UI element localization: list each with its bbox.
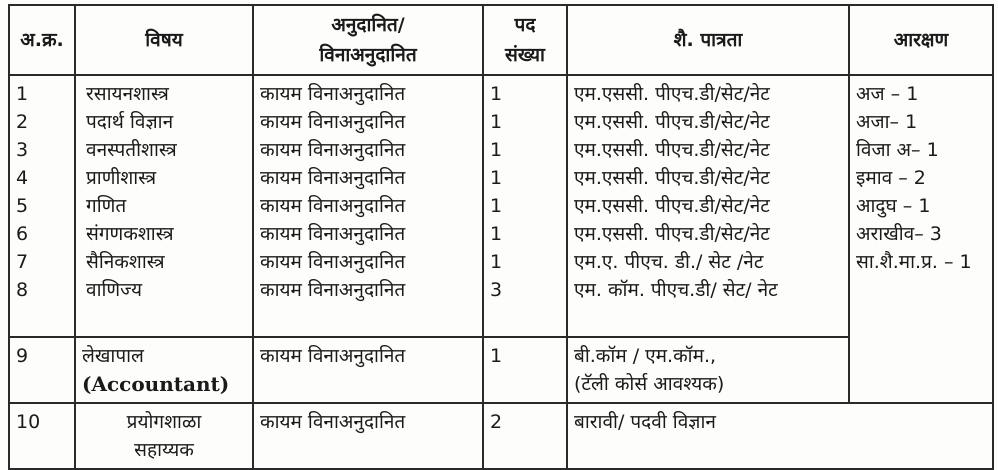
header-qualification: शै. पात्रता	[567, 5, 849, 75]
serial-number: 6	[16, 223, 29, 245]
grant-status: कायम विनाअनुदानित	[260, 139, 406, 161]
grant-status: कायम विनाअनुदानित	[260, 345, 406, 367]
subject-name: पदार्थ विज्ञान	[86, 111, 174, 133]
qualification-text: एम.एससी. पीएच.डी/सेट/नेट	[574, 195, 770, 217]
post-count: 1	[490, 111, 503, 133]
post-count: 1	[490, 223, 503, 245]
serial-number: 5	[16, 195, 29, 217]
qualification-text: एम.एससी. पीएच.डी/सेट/नेट	[574, 83, 770, 105]
posts-cell	[483, 75, 567, 337]
subject-cell	[75, 75, 253, 337]
reservation-item: अराखीव– 3	[856, 223, 942, 245]
qualification-text: एम.ए. पीएच. डी./ सेट /नेट	[574, 251, 764, 273]
qualification-text: बी.कॉम / एम.कॉम.,	[574, 345, 717, 367]
qualification-cell	[567, 403, 993, 469]
post-count: 1	[490, 167, 503, 189]
table-row	[9, 403, 993, 469]
reservation-cell	[849, 75, 993, 403]
table-row	[9, 337, 993, 403]
subject-name-english: (Accountant)	[82, 372, 230, 396]
grant-cell	[253, 337, 483, 403]
grant-status: कायम विनाअनुदानित	[260, 195, 406, 217]
serial-number: 10	[16, 411, 41, 433]
reservation-item: विजा अ– 1	[856, 139, 939, 161]
grant-status: कायम विनाअनुदानित	[260, 167, 406, 189]
serial-cell	[9, 75, 75, 337]
grant-status: कायम विनाअनुदानित	[260, 223, 406, 245]
serial-number: 4	[16, 167, 29, 189]
grant-cell	[253, 403, 483, 469]
subject-name: वाणिज्य	[86, 279, 143, 301]
recruitment-table	[8, 4, 994, 470]
grant-status: कायम विनाअनुदानित	[260, 279, 406, 301]
reservation-item: सा.शै.मा.प्र. – 1	[856, 251, 972, 273]
post-count: 1	[490, 345, 503, 367]
grant-status: कायम विनाअनुदानित	[260, 411, 406, 433]
serial-number: 2	[16, 111, 29, 133]
qualification-text: एम.एससी. पीएच.डी/सेट/नेट	[574, 111, 770, 133]
post-count: 1	[490, 139, 503, 161]
subject-name: संगणकशास्त्र	[86, 223, 174, 245]
grant-cell	[253, 75, 483, 337]
qualification-text: (टॅली कोर्स आवश्यक)	[574, 373, 725, 395]
post-count: 1	[490, 251, 503, 273]
subject-name: रसायनशास्त्र	[86, 83, 169, 105]
subject-name: गणित	[86, 195, 127, 217]
post-count: 1	[490, 195, 503, 217]
table-row	[9, 75, 993, 337]
reservation-item: अज – 1	[856, 83, 919, 105]
post-count: 1	[490, 83, 503, 105]
post-count: 3	[490, 279, 503, 301]
serial-number: 9	[16, 345, 29, 367]
qualification-text: एम.एससी. पीएच.डी/सेट/नेट	[574, 223, 770, 245]
serial-number: 1	[16, 83, 29, 105]
subject-name: सैनिकशास्त्र	[86, 251, 165, 273]
subject-name: लेखापाल	[82, 345, 144, 367]
subject-name: सहाय्यक	[134, 439, 194, 461]
posts-cell	[483, 337, 567, 403]
subject-name: प्रयोगशाळा	[126, 411, 202, 433]
subject-cell	[75, 337, 253, 403]
header-serial: अ.क्र.	[9, 5, 75, 75]
serial-number: 8	[16, 279, 29, 301]
header-reservation: आरक्षण	[849, 5, 993, 75]
header-subject: विषय	[75, 5, 253, 75]
grant-status: कायम विनाअनुदानित	[260, 111, 406, 133]
grant-status: कायम विनाअनुदानित	[260, 251, 406, 273]
reservation-item: इमाव – 2	[856, 167, 926, 189]
qualification-text: एम.एससी. पीएच.डी/सेट/नेट	[574, 139, 770, 161]
header-row	[9, 5, 993, 75]
qualification-text: बारावी/ पदवी विज्ञान	[574, 411, 716, 433]
qualification-text: एम. कॉम. पीएच.डी/ सेट/ नेट	[574, 279, 778, 301]
qualification-cell	[567, 337, 849, 403]
header-grant-status: अनुदानित/ विनाअनुदानित	[253, 5, 483, 75]
post-count: 2	[490, 411, 503, 433]
qualification-text: एम.एससी. पीएच.डी/सेट/नेट	[574, 167, 770, 189]
qualification-cell	[567, 75, 849, 337]
serial-cell	[9, 337, 75, 403]
posts-cell	[483, 403, 567, 469]
reservation-item: आदुघ – 1	[856, 195, 931, 217]
header-posts: पद संख्या	[483, 5, 567, 75]
reservation-item: अजा– 1	[856, 111, 918, 133]
serial-cell	[9, 403, 75, 469]
serial-number: 7	[16, 251, 29, 273]
serial-number: 3	[16, 139, 29, 161]
subject-name: प्राणीशास्त्र	[86, 167, 157, 189]
subject-name: वनस्पतीशास्त्र	[86, 139, 177, 161]
subject-cell	[75, 403, 253, 469]
grant-status: कायम विनाअनुदानित	[260, 83, 406, 105]
